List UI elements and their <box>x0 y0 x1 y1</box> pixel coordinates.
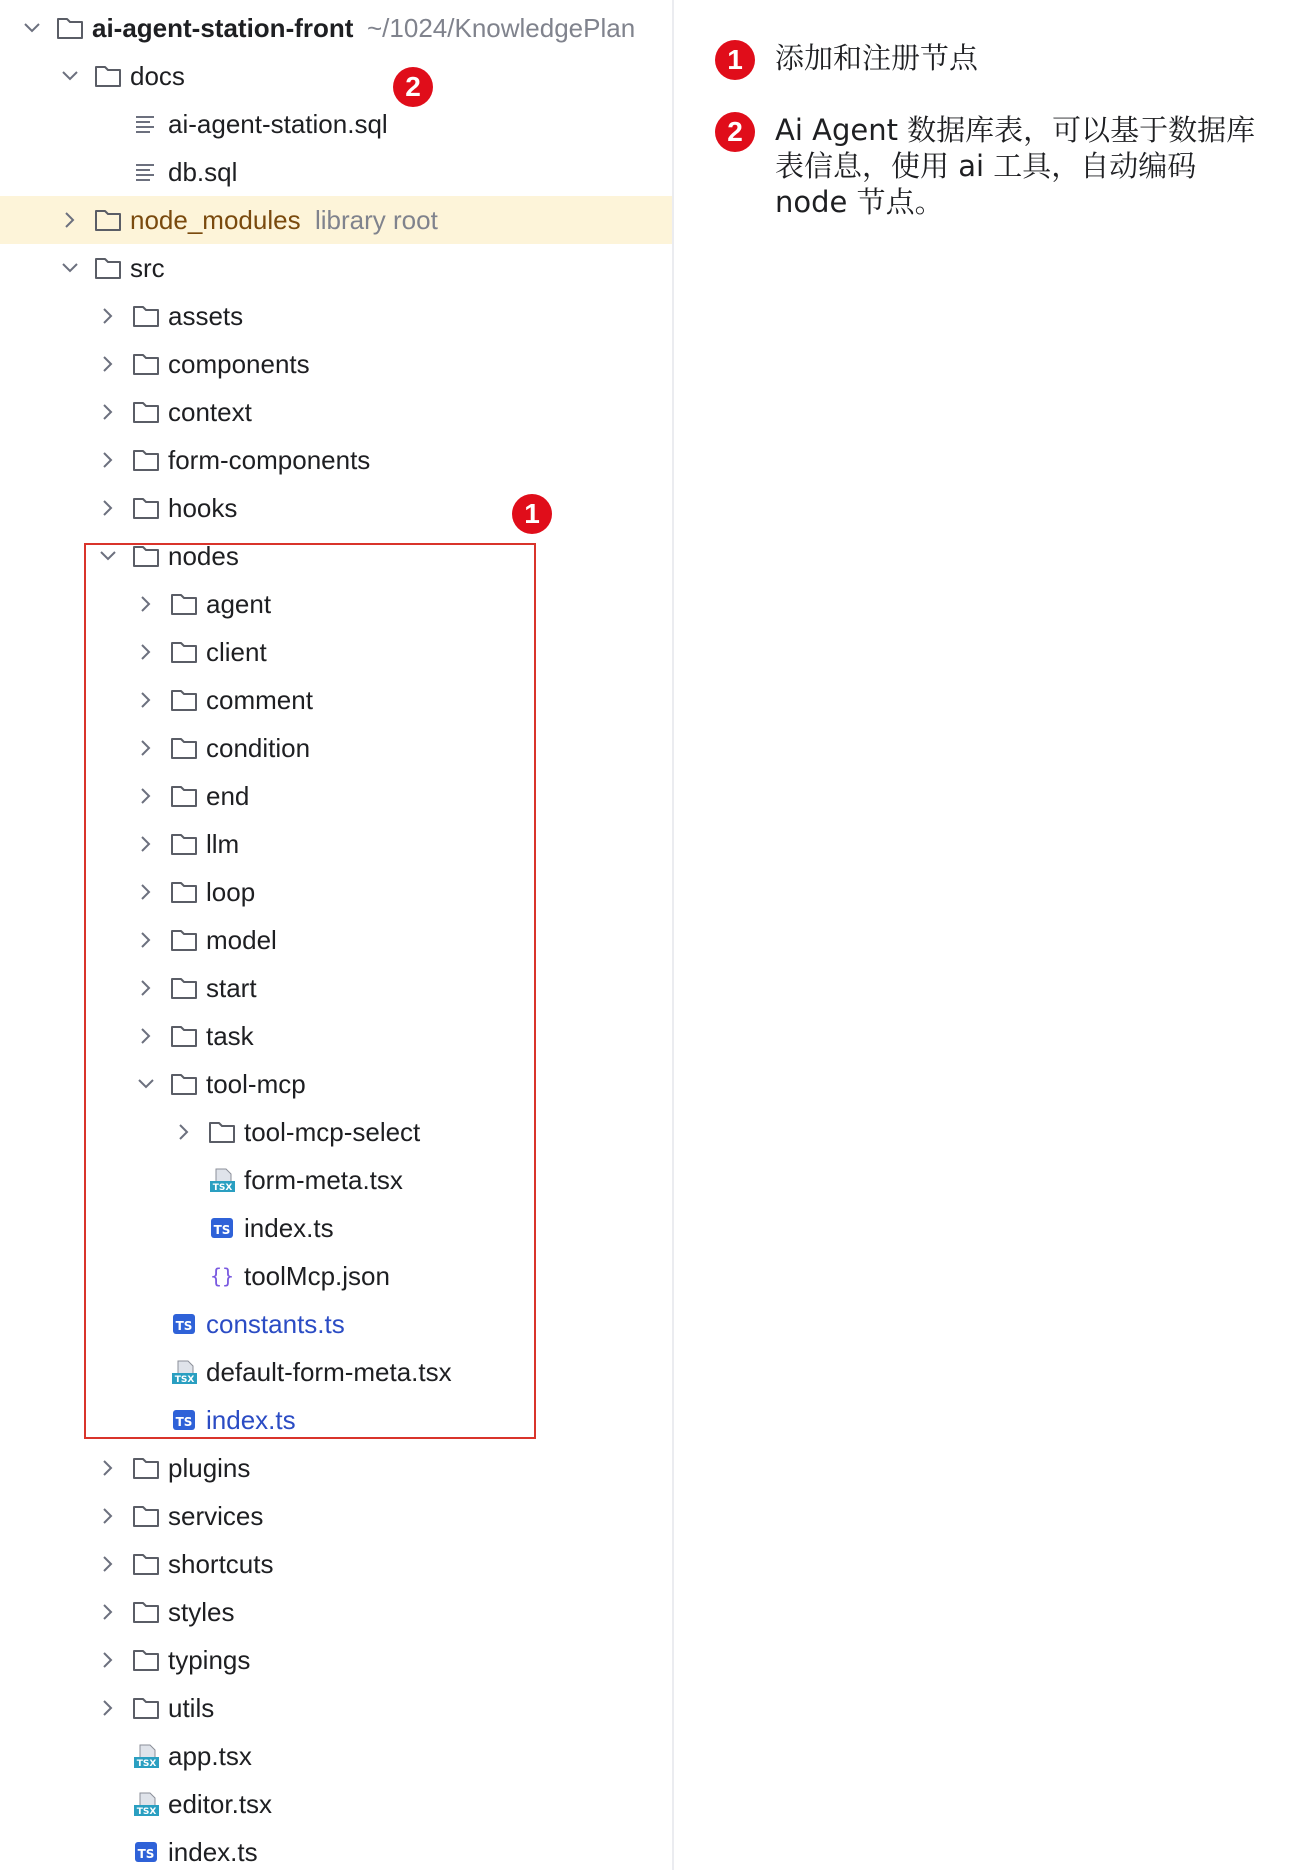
svg-text:TSX: TSX <box>136 1759 157 1769</box>
tree-row[interactable] <box>0 1636 672 1684</box>
text-file-icon <box>132 159 160 185</box>
tree-row[interactable] <box>0 1540 672 1588</box>
tree-item-label: services <box>168 1501 264 1531</box>
tree-row[interactable] <box>0 196 672 244</box>
note-1-text: 添加和注册节点 <box>775 41 979 75</box>
chevron-right-icon[interactable] <box>98 450 118 470</box>
tree-item-label: index.ts <box>206 1405 296 1435</box>
folder-icon <box>132 1503 160 1529</box>
tree-row[interactable] <box>0 1492 672 1540</box>
svg-text:TSX: TSX <box>212 1183 233 1193</box>
svg-text:{}: {} <box>209 1264 235 1288</box>
tree-item-label: hooks <box>168 493 238 523</box>
tree-item-label: agent <box>206 589 272 619</box>
tree-item-label: utils <box>168 1693 215 1723</box>
tree-item-label: app.tsx <box>168 1741 252 1771</box>
chevron-right-icon[interactable] <box>98 498 118 518</box>
tsx-file-icon <box>132 1743 160 1769</box>
tree-item-label: tool-mcp <box>206 1069 306 1099</box>
chevron-right-icon[interactable] <box>98 1554 118 1574</box>
chevron-right-icon[interactable] <box>98 354 118 374</box>
tree-item-label: constants.ts <box>206 1309 345 1339</box>
folder-icon <box>132 351 160 377</box>
folder-icon <box>132 1695 160 1721</box>
folder-icon <box>132 447 160 473</box>
tree-item-label: nodes <box>168 541 239 571</box>
chevron-right-icon[interactable] <box>98 1602 118 1622</box>
tree-item-label: form-meta.tsx <box>244 1165 403 1195</box>
tree-row[interactable] <box>0 52 672 100</box>
tree-row[interactable] <box>0 1732 672 1780</box>
tree-row[interactable] <box>0 1588 672 1636</box>
nodes-highlight-box <box>84 543 536 1439</box>
tree-item-meta: ~/1024/KnowledgePlan <box>367 13 636 43</box>
folder-icon <box>94 63 122 89</box>
folder-icon <box>132 1455 160 1481</box>
tree-row[interactable] <box>0 1780 672 1828</box>
text-file-icon <box>132 111 160 137</box>
tree-row[interactable] <box>0 4 672 52</box>
note-1-badge: 1 <box>715 40 755 80</box>
tree-item-label: toolMcp.json <box>244 1261 390 1291</box>
tree-row[interactable] <box>0 1444 672 1492</box>
tree-row[interactable] <box>0 244 672 292</box>
tree-row[interactable] <box>0 1684 672 1732</box>
tree-item-label: form-components <box>168 445 371 475</box>
chevron-right-icon[interactable] <box>98 1650 118 1670</box>
folder-icon <box>132 1551 160 1577</box>
chevron-down-icon[interactable] <box>60 66 80 86</box>
tree-item-label: context <box>168 397 252 427</box>
svg-text:TSX: TSX <box>174 1375 195 1385</box>
chevron-right-icon[interactable] <box>98 306 118 326</box>
tree-item-label: index.ts <box>244 1213 334 1243</box>
tree-item-label: model <box>206 925 277 955</box>
folder-icon <box>94 255 122 281</box>
tree-row[interactable] <box>0 436 672 484</box>
svg-text:TS: TS <box>175 1319 193 1333</box>
tree-item-label: comment <box>206 685 313 715</box>
chevron-down-icon[interactable] <box>60 258 80 278</box>
folder-icon <box>132 1647 160 1673</box>
note-2-text: Ai Agent 数据库表，可以基于数据库表信息，使用 ai 工具，自动编码 node 节点。 <box>775 113 1256 219</box>
chevron-right-icon[interactable] <box>98 1698 118 1718</box>
tree-row[interactable] <box>0 1828 672 1876</box>
tsx-file-icon <box>132 1791 160 1817</box>
tree-item-label: loop <box>206 877 256 907</box>
note-2-badge: 2 <box>715 112 755 152</box>
tree-item-label: editor.tsx <box>168 1789 273 1819</box>
tree-item-meta: library root <box>315 205 438 235</box>
tree-item-label: assets <box>168 301 244 331</box>
tree-item-label: end <box>206 781 250 811</box>
folder-icon <box>132 399 160 425</box>
chevron-right-icon[interactable] <box>98 1506 118 1526</box>
tree-item-label: llm <box>206 829 240 859</box>
tree-item-label: styles <box>168 1597 235 1627</box>
tree-item-label: docs <box>130 61 185 91</box>
svg-text:TSX: TSX <box>136 1807 157 1817</box>
tree-item-label: shortcuts <box>168 1549 274 1579</box>
folder-icon <box>56 15 84 41</box>
tree-row[interactable] <box>0 388 672 436</box>
tree-item-label: components <box>168 349 310 379</box>
typescript-file-icon <box>132 1839 160 1865</box>
tree-row[interactable] <box>0 292 672 340</box>
tree-row[interactable] <box>0 100 672 148</box>
svg-text:TS: TS <box>175 1415 193 1429</box>
tree-item-label: plugins <box>168 1453 251 1483</box>
folder-icon <box>132 495 160 521</box>
tree-item-label: task <box>206 1021 254 1051</box>
chevron-right-icon[interactable] <box>60 210 80 230</box>
panel-divider[interactable] <box>672 0 674 1870</box>
chevron-down-icon[interactable] <box>22 18 42 38</box>
tree-item-label: condition <box>206 733 311 763</box>
tree-item-label: db.sql <box>168 157 238 187</box>
svg-text:TS: TS <box>137 1847 155 1861</box>
tree-item-label: tool-mcp-select <box>244 1117 421 1147</box>
tree-row[interactable] <box>0 484 672 532</box>
chevron-right-icon[interactable] <box>98 402 118 422</box>
folder-icon <box>132 1599 160 1625</box>
folder-icon <box>132 303 160 329</box>
tree-item-label: node_modules <box>130 205 301 235</box>
folder-icon <box>94 207 122 233</box>
annotation-badge-2: 2 <box>393 67 433 107</box>
tree-item-label: ai-agent-station-front <box>92 13 354 43</box>
tree-item-label: start <box>206 973 257 1003</box>
chevron-right-icon[interactable] <box>98 1458 118 1478</box>
tree-item-label: index.ts <box>168 1837 258 1867</box>
tree-row[interactable] <box>0 148 672 196</box>
tree-item-label: typings <box>168 1645 251 1675</box>
annotation-badge-1: 1 <box>512 494 552 534</box>
tree-item-label: client <box>206 637 267 667</box>
tree-item-label: src <box>130 253 165 283</box>
svg-text:TS: TS <box>213 1223 231 1237</box>
tree-item-label: default-form-meta.tsx <box>206 1357 452 1387</box>
tree-row[interactable] <box>0 340 672 388</box>
tree-item-label: ai-agent-station.sql <box>168 109 388 139</box>
